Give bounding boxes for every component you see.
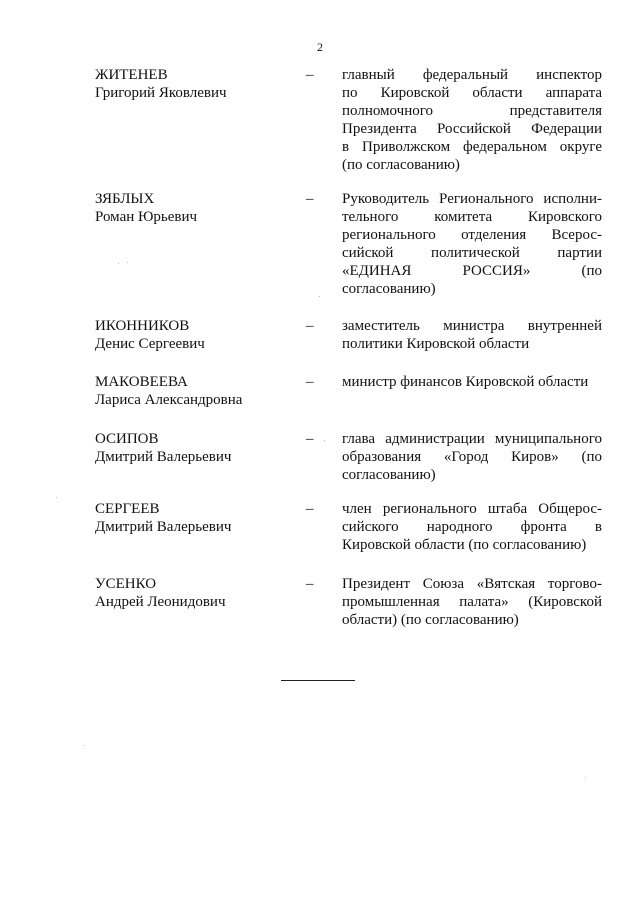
position-line: Кировской области (по согласованию) bbox=[342, 537, 587, 553]
position-line: образования «Город Киров» (по bbox=[342, 449, 602, 465]
dash-separator: – bbox=[306, 191, 314, 207]
scan-speck bbox=[56, 497, 57, 498]
position-line: заместитель министра внутренней bbox=[342, 318, 602, 334]
member-given-names: Дмитрий Валерьевич bbox=[95, 519, 232, 535]
member-position bbox=[342, 500, 602, 554]
page-number: 2 bbox=[317, 40, 323, 54]
position-line: сийской политической партии bbox=[342, 245, 602, 261]
position-line: член регионального штаба Общерос- bbox=[342, 501, 602, 517]
member-surname: МАКОВЕЕВА bbox=[95, 374, 188, 390]
scan-speck bbox=[585, 777, 586, 778]
member-name bbox=[95, 317, 295, 353]
position-line: министр финансов Кировской области bbox=[342, 374, 589, 390]
member-name bbox=[95, 430, 295, 466]
end-separator-line bbox=[281, 680, 355, 681]
dash-separator: – bbox=[306, 576, 314, 592]
member-position bbox=[342, 190, 602, 298]
position-line: в Приволжском федеральном округе bbox=[342, 139, 602, 155]
member-position bbox=[342, 66, 602, 174]
position-line: Президента Российской Федерации bbox=[342, 121, 602, 137]
position-line: «ЕДИНАЯ РОССИЯ» (по bbox=[342, 263, 602, 279]
member-name bbox=[95, 190, 295, 226]
dash-separator: – bbox=[306, 374, 314, 390]
member-given-names: Денис Сергеевич bbox=[95, 336, 205, 352]
position-line: согласованию) bbox=[342, 281, 436, 297]
dash-separator: – bbox=[306, 501, 314, 517]
position-line: полномочного представителя bbox=[342, 103, 602, 119]
dash-separator: – bbox=[306, 67, 314, 83]
member-given-names: Дмитрий Валерьевич bbox=[95, 449, 232, 465]
member-position bbox=[342, 430, 602, 484]
member-position bbox=[342, 575, 602, 629]
scan-speck bbox=[319, 296, 320, 297]
member-surname: УСЕНКО bbox=[95, 576, 157, 592]
position-line: (по согласованию) bbox=[342, 157, 460, 173]
member-given-names: Андрей Леонидович bbox=[95, 594, 226, 610]
member-position bbox=[342, 373, 602, 391]
position-line: Президент Союза «Вятская торгово- bbox=[342, 576, 602, 592]
scan-speck bbox=[127, 262, 128, 263]
member-name bbox=[95, 373, 295, 409]
dash-separator: – bbox=[306, 431, 314, 447]
member-name bbox=[95, 500, 295, 536]
member-surname: ОСИПОВ bbox=[95, 431, 159, 447]
position-line: главный федеральный инспектор bbox=[342, 67, 602, 83]
scan-speck bbox=[324, 440, 325, 441]
member-given-names: Роман Юрьевич bbox=[95, 209, 198, 225]
position-line: сийского народного фронта в bbox=[342, 519, 602, 535]
position-line: согласованию) bbox=[342, 467, 436, 483]
position-line: политики Кировской области bbox=[342, 336, 530, 352]
position-line: промышленная палата» (Кировской bbox=[342, 594, 602, 610]
dash-separator: – bbox=[306, 318, 314, 334]
member-name bbox=[95, 575, 295, 611]
scan-speck bbox=[118, 263, 119, 264]
member-name bbox=[95, 66, 295, 102]
position-line: глава администрации муниципального bbox=[342, 431, 602, 447]
position-line: по Кировской области аппарата bbox=[342, 85, 602, 101]
member-surname: ИКОННИКОВ bbox=[95, 318, 190, 334]
position-line: регионального отделения Всерос- bbox=[342, 227, 602, 243]
position-line: Руководитель Регионального исполни- bbox=[342, 191, 602, 207]
member-surname: ЗЯБЛЫХ bbox=[95, 191, 155, 207]
member-surname: СЕРГЕЕВ bbox=[95, 501, 160, 517]
member-given-names: Лариса Александровна bbox=[95, 392, 243, 408]
scan-speck bbox=[83, 745, 84, 746]
member-surname: ЖИТЕНЕВ bbox=[95, 67, 168, 83]
position-line: области) (по согласованию) bbox=[342, 612, 519, 628]
position-line: тельного комитета Кировского bbox=[342, 209, 602, 225]
member-position bbox=[342, 317, 602, 353]
member-given-names: Григорий Яковлевич bbox=[95, 85, 227, 101]
